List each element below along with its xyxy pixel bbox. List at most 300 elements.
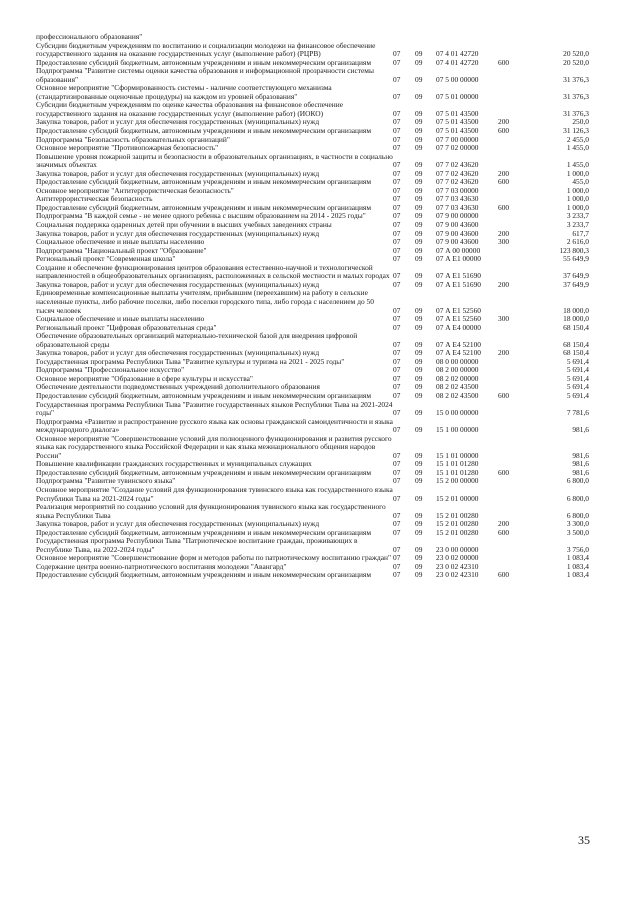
- row-target-article: 15 2 01 00280: [436, 510, 479, 520]
- row-expense-type: 200: [498, 228, 510, 238]
- row-section-code: 07: [393, 519, 401, 529]
- row-name: Социальное обеспечение и иные выплаты населению: [36, 314, 205, 324]
- row-amount: 5 691,4: [566, 356, 589, 366]
- row-section-code: 07: [393, 570, 401, 580]
- row-name: Государственная программа Республики Тыва "Развитие культуры и туризма на 2021 - 2025 годы": [36, 356, 345, 366]
- row-subsection-code: 09: [415, 271, 423, 281]
- row-subsection-code: 09: [415, 459, 423, 469]
- row-section-code: 07: [393, 553, 401, 563]
- row-name: Закупка товаров, работ и услуг для обеспечения государственных (муниципальных) нужд: [36, 279, 320, 289]
- row-section-code: 07: [393, 254, 401, 264]
- row-name: Региональный проект "Современная школа": [36, 254, 176, 264]
- row-target-article: 07 А 00 00000: [436, 245, 481, 255]
- row-target-article: 07 9 00 43600: [436, 237, 479, 247]
- row-target-article: 15 1 01 01280: [436, 459, 479, 469]
- row-name: Подпрограмма "Развитие тувинского языка": [36, 476, 176, 486]
- row-section-code: 07: [393, 373, 401, 383]
- row-section-code: 07: [393, 117, 401, 127]
- row-target-article: 15 2 01 00000: [436, 493, 479, 503]
- row-amount: 5 691,4: [566, 365, 589, 375]
- row-subsection-code: 09: [415, 74, 423, 84]
- row-amount: 617,7: [572, 228, 589, 238]
- table-row: [36, 418, 589, 435]
- row-amount: 3 233,7: [566, 211, 589, 221]
- row-section-code: 07: [393, 271, 401, 281]
- row-expense-type: [498, 477, 529, 486]
- table-row: [36, 101, 589, 118]
- row-subsection-code: 09: [415, 425, 423, 435]
- row-section-code: 07: [393, 365, 401, 375]
- row-subsection-code: 09: [415, 408, 423, 418]
- row-amount: 20 520,0: [563, 57, 589, 67]
- row-expense-type: 200: [498, 519, 510, 529]
- row-expense-type: 600: [498, 57, 510, 67]
- row-target-article: 08 2 00 00000: [436, 365, 479, 375]
- row-name: Закупка товаров, работ и услуг для обеспечения государственных (муниципальных) нужд: [36, 228, 320, 238]
- row-name: Предоставление субсидий бюджетным, автономным учреждениям и иным некоммерческим организациям: [36, 467, 372, 477]
- row-name: Предоставление субсидий бюджетным, автономным учреждениям и иным некоммерческим организациям: [36, 527, 372, 537]
- row-name: Основное мероприятие "Совершенствование условий для полноценного функционирования и развития русского языка как государственного языка Российской Федерации и как языка межнационального общения народов России": [36, 433, 392, 460]
- row-subsection-code: 09: [415, 519, 423, 529]
- row-expense-type: 600: [498, 177, 510, 187]
- row-expense-type: [498, 264, 529, 281]
- row-section-code: 07: [393, 476, 401, 486]
- row-subsection-code: 09: [415, 237, 423, 247]
- row-target-article: 07 А Е1 00000: [436, 254, 481, 264]
- row-amount: 37 649,9: [563, 279, 589, 289]
- row-amount: 455,0: [572, 177, 589, 187]
- row-expense-type: [498, 375, 529, 384]
- row-expense-type: [498, 332, 529, 349]
- row-amount: 1 083,4: [566, 553, 589, 563]
- row-name: Предоставление субсидий бюджетным, автономным учреждениям и иным некоммерческим организациям: [36, 177, 372, 187]
- row-expense-type: 200: [498, 348, 510, 358]
- row-expense-type: 200: [498, 279, 510, 289]
- row-target-article: [436, 33, 498, 42]
- page-number: 35: [578, 833, 590, 847]
- budget-table-body: [36, 33, 589, 580]
- row-amount: 981,6: [572, 425, 589, 435]
- row-amount: 55 649,9: [563, 254, 589, 264]
- row-subsection-code: 09: [415, 57, 423, 67]
- row-target-article: 07 7 03 43630: [436, 194, 479, 204]
- row-name: Предоставление субсидий бюджетным, автономным учреждениям и иным некоммерческим организациям: [36, 126, 372, 136]
- row-target-article: 07 А Е4 00000: [436, 322, 481, 332]
- row-subsection-code: 09: [415, 339, 423, 349]
- row-amount: 981,6: [572, 467, 589, 477]
- row-target-article: 07 А Е4 52100: [436, 339, 481, 349]
- table-row: [36, 332, 589, 349]
- row-target-article: 07 А Е1 52560: [436, 314, 481, 324]
- row-subsection-code: 09: [415, 373, 423, 383]
- row-name: Предоставление субсидий бюджетным, автономным учреждениям и иным некоммерческим организациям: [36, 570, 372, 580]
- row-target-article: 15 1 00 00000: [436, 425, 479, 435]
- row-target-article: 07 5 01 00000: [436, 91, 479, 101]
- row-subsection-code: 09: [415, 493, 423, 503]
- row-section-code: 07: [393, 356, 401, 366]
- row-name: Основное мероприятие "Создание условий для функционирования тувинского языка как государственного языка Республики Тыва на 2021-2024 годы": [36, 484, 393, 503]
- row-amount: 1 455,0: [566, 143, 589, 153]
- row-target-article: 07 А Е1 51690: [436, 279, 481, 289]
- row-name: Закупка товаров, работ и услуг для обеспечения государственных (муниципальных) нужд: [36, 348, 320, 358]
- row-section-code: 07: [393, 220, 401, 230]
- row-section-code: 07: [393, 408, 401, 418]
- row-section-code: 07: [393, 49, 401, 59]
- row-expense-type: 200: [498, 117, 510, 127]
- row-name: Закупка товаров, работ и услуг для обеспечения государственных (муниципальных) нужд: [36, 168, 320, 178]
- row-expense-type: [498, 289, 529, 315]
- row-subsection-code: 09: [415, 322, 423, 332]
- row-subsection-code: 09: [415, 160, 423, 170]
- row-target-article: 07 5 01 43500: [436, 117, 479, 127]
- row-target-article: 07 7 02 43620: [436, 177, 479, 187]
- row-expense-type: 200: [498, 168, 510, 178]
- row-amount: [529, 33, 589, 42]
- row-amount: 1 000,0: [566, 185, 589, 195]
- row-target-article: 07 5 01 43500: [436, 108, 479, 118]
- row-expense-type: 300: [498, 237, 510, 247]
- row-amount: 1 083,4: [566, 561, 589, 571]
- row-expense-type: [498, 101, 529, 118]
- row-amount: 981,6: [572, 459, 589, 469]
- row-target-article: 15 2 01 00280: [436, 519, 479, 529]
- row-expense-type: [498, 324, 529, 333]
- table-row: [36, 503, 589, 520]
- row-section-code: 07: [393, 194, 401, 204]
- row-section-code: 07: [393, 305, 401, 315]
- row-expense-type: [498, 67, 529, 84]
- row-name: Закупка товаров, работ и услуг для обеспечения государственных (муниципальных) нужд: [36, 117, 320, 127]
- row-subsection-code: 09: [415, 382, 423, 392]
- row-subsection-code: 09: [415, 570, 423, 580]
- row-target-article: 07 9 00 43600: [436, 220, 479, 230]
- row-name: Предоставление субсидий бюджетным, автономным учреждениям и иным некоммерческим организациям: [36, 390, 372, 400]
- row-amount: 981,6: [572, 450, 589, 460]
- row-name: Единовременные компенсационные выплаты учителям, прибывшим (переехавшим) на работу в сельские населенные пункты, либо рабочие поселки, либо поселки городского типа, либо города с населением до 50 тысяч человек: [36, 288, 374, 315]
- row-amount: 6 800,0: [566, 476, 589, 486]
- row-amount: 18 000,0: [563, 305, 589, 315]
- row-amount: 31 376,3: [563, 108, 589, 118]
- row-expense-type: [498, 212, 529, 221]
- row-subsection-code: 09: [415, 365, 423, 375]
- row-target-article: 07 А Е4 52100: [436, 348, 481, 358]
- row-subsection-code: 09: [415, 254, 423, 264]
- row-name: Обеспечение образовательных организаций материально-технической базой для внедрения цифровой образовательной среды: [36, 331, 358, 349]
- row-name: Социальное обеспечение и иные выплаты населению: [36, 237, 205, 247]
- row-name: Антитеррористическая безопасность: [36, 194, 153, 204]
- row-expense-type: [498, 136, 529, 145]
- row-amount: 31 376,3: [563, 74, 589, 84]
- row-amount: 31 376,3: [563, 91, 589, 101]
- row-amount: 3 300,0: [566, 519, 589, 529]
- row-name: Повышение уровня пожарной защиты и безопасности в образовательных организациях, в частности в социально значимых объектах: [36, 151, 393, 170]
- row-amount: 3 500,0: [566, 527, 589, 537]
- row-name: Региональный проект "Цифровая образовательная среда": [36, 322, 217, 332]
- row-target-article: 07 7 02 00000: [436, 143, 479, 153]
- row-name: Предоставление субсидий бюджетным, автономным учреждениям и иным некоммерческим организациям: [36, 57, 372, 67]
- row-name: Основное мероприятие "Совершенствование форм и методов работы по патриотическому воспитанию граждан": [36, 553, 392, 563]
- row-subsection-code: 09: [415, 314, 423, 324]
- row-name: Подпрограмма "Развитие системы оценки качества образования и информационной прозрачности системы образования": [36, 66, 374, 84]
- row-name: Субсидии бюджетным учреждениям по воспитанию и социализации молодежи на финансовое обеспечение государственного задания на оказание государственных услуг (выполнение работ) (РЦРВ): [36, 40, 376, 59]
- row-target-article: 07 5 01 43500: [436, 126, 479, 136]
- row-expense-type: [498, 42, 529, 59]
- row-subsection-code: 09: [415, 168, 423, 178]
- row-subsection-code: 09: [415, 211, 423, 221]
- row-subsection-code: 09: [415, 228, 423, 238]
- row-amount: 3 756,0: [566, 544, 589, 554]
- row-name: Создание и обеспечение функционирования центров образования естественно-научной и технологической направленностей в общеобразовательных организациях, расположенных в сельской местности и малых городах: [36, 262, 390, 281]
- row-amount: 123 800,3: [559, 245, 589, 255]
- row-amount: 6 800,0: [566, 493, 589, 503]
- row-subsection-code: 09: [415, 177, 423, 187]
- row-target-article: 23 0 00 00000: [436, 544, 479, 554]
- row-expense-type: [498, 144, 529, 153]
- row-expense-type: 600: [498, 467, 510, 477]
- row-subsection-code: 09: [415, 467, 423, 477]
- row-subsection-code: 09: [415, 126, 423, 136]
- row-name: Подпрограмма "В каждой семье - не менее одного ребенка с высшим образованием на 2014 - 2025 годы": [36, 211, 366, 221]
- row-target-article: 07 7 00 00000: [436, 134, 479, 144]
- row-subsection-code: 09: [415, 450, 423, 460]
- row-subsection-code: 09: [415, 185, 423, 195]
- row-expense-type: [498, 418, 529, 435]
- row-section-code: 07: [393, 493, 401, 503]
- row-target-article: 08 2 02 43500: [436, 390, 479, 400]
- row-expense-type: 600: [498, 527, 510, 537]
- row-section-code: 07: [393, 510, 401, 520]
- row-amount: 1 455,0: [566, 160, 589, 170]
- row-target-article: 15 0 00 00000: [436, 408, 479, 418]
- row-section-code: 07: [393, 134, 401, 144]
- row-expense-type: 600: [498, 390, 510, 400]
- row-amount: 68 150,4: [563, 322, 589, 332]
- row-expense-type: [498, 401, 529, 418]
- row-name: Обеспечение деятельности подведомственных учреждений дополнительного образования: [36, 382, 320, 392]
- row-subsection-code: 09: [415, 553, 423, 563]
- row-subsection-code: 09: [415, 527, 423, 537]
- table-row: [36, 571, 589, 580]
- row-expense-type: [498, 153, 529, 170]
- row-target-article: 15 2 01 00280: [436, 527, 479, 537]
- row-section-code: 07: [393, 322, 401, 332]
- row-subsection-code: 09: [415, 91, 423, 101]
- table-row: [36, 289, 589, 315]
- row-name: Содержание центра военно-патриотического воспитания молодежи "Авангард": [36, 561, 287, 571]
- row-expense-type: 600: [498, 126, 510, 136]
- row-section-code: 07: [393, 450, 401, 460]
- row-subsection-code: 09: [415, 561, 423, 571]
- row-target-article: 07 4 01 42720: [436, 57, 479, 67]
- row-amount: 3 233,7: [566, 220, 589, 230]
- row-subsection-code: 09: [415, 356, 423, 366]
- row-section-code: 07: [393, 177, 401, 187]
- row-target-article: 08 2 02 43500: [436, 382, 479, 392]
- row-section-code: 07: [393, 57, 401, 67]
- row-target-article: 07 9 00 43600: [436, 228, 479, 238]
- row-section-code: 07: [393, 74, 401, 84]
- row-subsection-code: 09: [415, 348, 423, 358]
- row-subsection-code: 09: [415, 279, 423, 289]
- row-subsection-code: 09: [415, 117, 423, 127]
- row-name: Государственная программа Республики Тыва "Развитие государственных языков Республики Тыва на 2021-2024 годы": [36, 399, 393, 418]
- row-amount: 68 150,4: [563, 348, 589, 358]
- table-row: [36, 435, 589, 461]
- row-subsection-code: 09: [415, 390, 423, 400]
- table-row: [36, 401, 589, 418]
- row-subsection-code: 09: [415, 194, 423, 204]
- row-amount: 1 000,0: [566, 202, 589, 212]
- row-target-article: 07 4 01 42720: [436, 49, 479, 59]
- row-name: Реализация мероприятий по созданию условий для функционирования тувинского языка как государственного языка Республики Тыва: [36, 502, 386, 520]
- row-expense-type: [498, 503, 529, 520]
- row-subsection-code: 09: [415, 220, 423, 230]
- row-name: Основное мероприятие "Образование в сфере культуры и искусства": [36, 373, 253, 383]
- row-section-code: 07: [393, 561, 401, 571]
- row-expense-type: [498, 33, 529, 42]
- row-name: Подпрограмма "Национальный проект "Образование": [36, 245, 207, 255]
- row-section-code: 07: [393, 279, 401, 289]
- row-amount: 250,0: [572, 117, 589, 127]
- row-target-article: 07 7 02 43620: [436, 160, 479, 170]
- row-expense-type: 300: [498, 314, 510, 324]
- row-amount: 1 000,0: [566, 168, 589, 178]
- row-target-article: 07 А Е1 52560: [436, 305, 481, 315]
- row-section-code: 07: [393, 467, 401, 477]
- row-expense-type: [498, 366, 529, 375]
- row-section-code: 07: [393, 143, 401, 153]
- row-section-code: 07: [393, 390, 401, 400]
- row-target-article: 08 0 00 00000: [436, 356, 479, 366]
- row-target-article: 15 2 00 00000: [436, 476, 479, 486]
- row-subsection-code: 09: [415, 108, 423, 118]
- row-section-code: 07: [393, 160, 401, 170]
- row-section-code: 07: [393, 168, 401, 178]
- row-amount: 68 150,4: [563, 339, 589, 349]
- row-subsection-code: 09: [415, 476, 423, 486]
- table-row: [36, 67, 589, 84]
- row-name: Субсидии бюджетным учреждениям по оценке качества образования на финансовое обеспечение государственного задания на оказание государственных услуг (выполнение работ) (ИОКО): [36, 100, 343, 118]
- row-expense-type: [498, 537, 529, 554]
- budget-table: [36, 33, 589, 580]
- row-subsection-code: 09: [415, 544, 423, 554]
- table-row: [36, 264, 589, 281]
- row-section-code: 07: [393, 126, 401, 136]
- row-amount: 1 083,4: [566, 570, 589, 580]
- row-subsection-code: 09: [415, 143, 423, 153]
- row-expense-type: [498, 486, 529, 503]
- row-amount: 5 691,4: [566, 373, 589, 383]
- row-name: Подпрограмма «Развитие и распространение русского языка как основы гражданской самоидентичности и языка международного диалога»: [36, 416, 393, 435]
- row-amount: 2 616,0: [566, 237, 589, 247]
- row-name: Основное мероприятие "Антитеррористическая безопасность": [36, 185, 234, 195]
- row-amount: 20 520,0: [563, 49, 589, 59]
- row-expense-type: [498, 358, 529, 367]
- row-section-code: 07: [393, 245, 401, 255]
- row-target-article: 07 9 00 00000: [436, 211, 479, 221]
- row-section-code: 07: [393, 185, 401, 195]
- row-section-code: 07: [393, 108, 401, 118]
- table-row: [36, 153, 589, 170]
- row-expense-type: [498, 435, 529, 461]
- row-amount: 31 126,3: [563, 126, 589, 136]
- row-subsection-code: 09: [415, 510, 423, 520]
- row-name: Предоставление субсидий бюджетным, автономным учреждениям и иным некоммерческим организациям: [36, 202, 372, 212]
- row-section-code: 07: [393, 382, 401, 392]
- row-subsection-code: 09: [415, 49, 423, 59]
- row-expense-type: [498, 554, 529, 563]
- row-subsection-code: 09: [415, 134, 423, 144]
- row-section-code: 07: [393, 425, 401, 435]
- row-name: Подпрограмма "Профессиональное искусство": [36, 365, 185, 375]
- row-target-article: 07 7 03 00000: [436, 185, 479, 195]
- row-amount: 1 000,0: [566, 194, 589, 204]
- row-target-article: 07 5 00 00000: [436, 74, 479, 84]
- row-amount: 5 691,4: [566, 382, 589, 392]
- row-name: профессионального образования": [36, 32, 143, 41]
- table-row: [36, 42, 589, 59]
- row-subsection-code: 09: [415, 305, 423, 315]
- row-section-code: 07: [393, 91, 401, 101]
- row-amount: 37 649,9: [563, 271, 589, 281]
- row-subsection-code: 09: [415, 245, 423, 255]
- row-target-article: 23 0 02 42310: [436, 561, 479, 571]
- row-subsection-code: [415, 33, 436, 42]
- row-target-article: 07 7 02 43620: [436, 168, 479, 178]
- row-target-article: 07 7 03 43630: [436, 202, 479, 212]
- row-amount: 18 000,0: [563, 314, 589, 324]
- table-row: [36, 486, 589, 503]
- row-expense-type: [498, 255, 529, 264]
- row-name: Государственная программа Республики Тыва "Патриотическое воспитание граждан, проживающих в Республике Тыва, на 2022-2024 годы": [36, 536, 358, 554]
- row-name: Закупка товаров, работ и услуг для обеспечения государственных (муниципальных) нужд: [36, 519, 320, 529]
- table-row: [36, 84, 589, 101]
- row-amount: 7 781,6: [566, 408, 589, 418]
- row-target-article: 23 0 02 42310: [436, 570, 479, 580]
- row-amount: 6 800,0: [566, 510, 589, 520]
- row-expense-type: 600: [498, 202, 510, 212]
- row-section-code: 07: [393, 228, 401, 238]
- row-expense-type: [498, 187, 529, 196]
- row-section-code: [393, 33, 415, 42]
- row-section-code: 07: [393, 527, 401, 537]
- table-row: [36, 537, 589, 554]
- row-section-code: 07: [393, 202, 401, 212]
- row-section-code: 07: [393, 544, 401, 554]
- row-name: Повышение квалификации гражданских государственных и муниципальных служащих: [36, 459, 312, 469]
- row-target-article: 15 1 01 00000: [436, 450, 479, 460]
- row-target-article: 15 1 01 01280: [436, 467, 479, 477]
- row-expense-type: [498, 247, 529, 256]
- row-subsection-code: 09: [415, 202, 423, 212]
- row-section-code: 07: [393, 314, 401, 324]
- row-section-code: 07: [393, 237, 401, 247]
- row-name: Подпрограмма "Безопасность образовательных организаций": [36, 134, 230, 144]
- row-section-code: 07: [393, 459, 401, 469]
- row-expense-type: [498, 84, 529, 101]
- row-target-article: 07 А Е1 51690: [436, 271, 481, 281]
- row-expense-type: 600: [498, 570, 510, 580]
- row-target-article: 23 0 02 00000: [436, 553, 479, 563]
- row-name: Основное мероприятие "Противопожарная безопасность": [36, 143, 219, 153]
- row-section-code: 07: [393, 211, 401, 221]
- row-amount: 2 455,0: [566, 134, 589, 144]
- row-name: Социальная поддержка одаренных детей при обучении в высших учебных заведениях страны: [36, 220, 332, 230]
- row-section-code: 07: [393, 348, 401, 358]
- row-amount: 5 691,4: [566, 390, 589, 400]
- row-target-article: 08 2 02 00000: [436, 373, 479, 383]
- row-name: Основное мероприятие "Сформированность системы - наличие соответствующего механизма (стандартизированные оценочные процедуры) на каждом из уровней образования": [36, 83, 332, 101]
